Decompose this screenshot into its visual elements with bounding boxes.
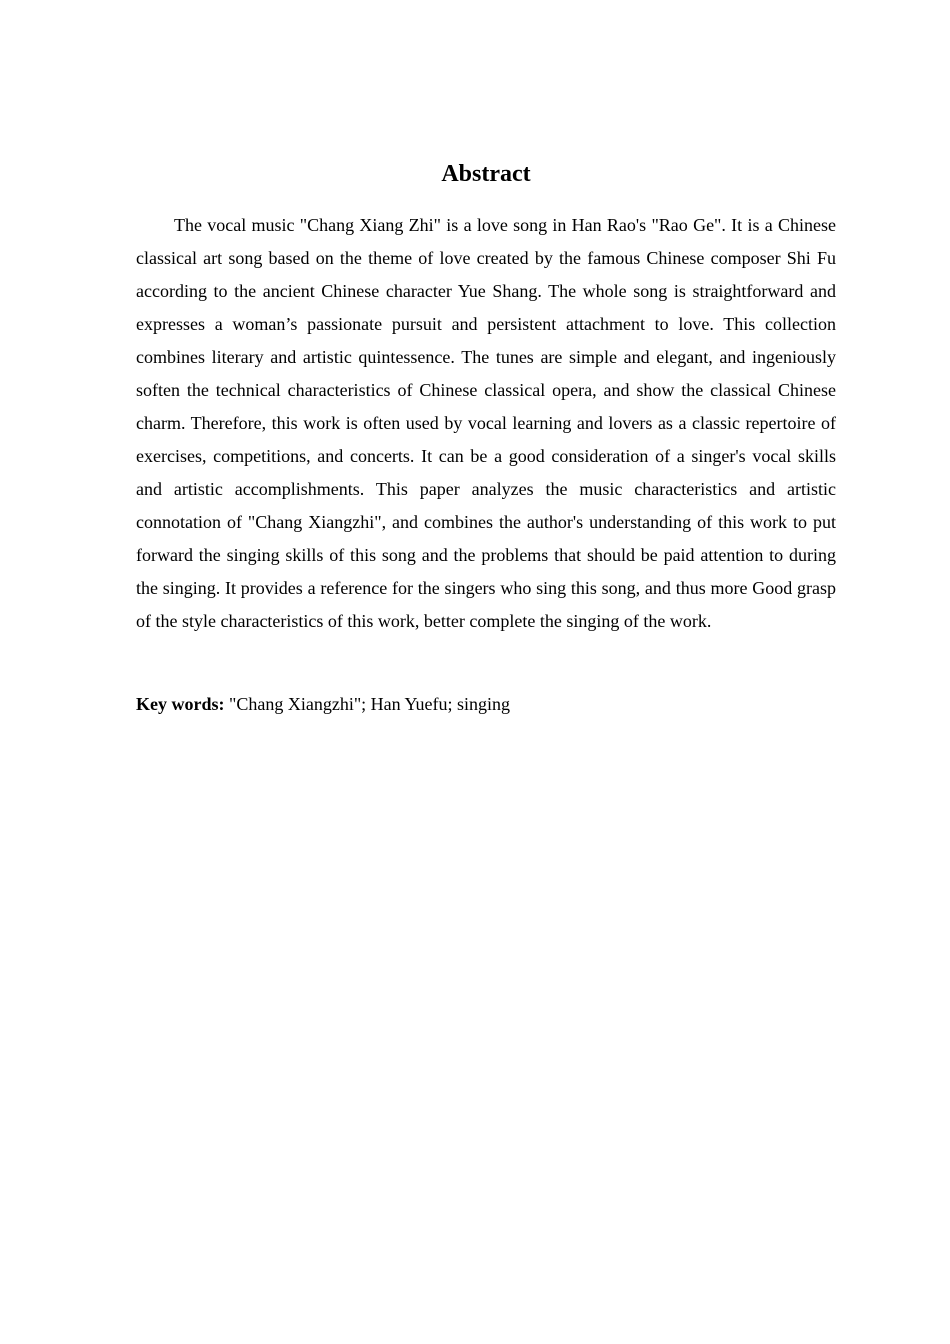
keywords-line xyxy=(136,688,836,721)
abstract-title: Abstract xyxy=(441,161,531,187)
keywords-label: Key words: xyxy=(136,694,225,714)
abstract-body: The vocal music "Chang Xiang Zhi" is a love song in Han Rao's "Rao Ge". It is a Chinese classical art song based on the theme of love created by the famous Chinese composer Shi Fu according to the ancient Chinese character Yue Shang. The whole song is straightforward and expresses a woman’s passionate pursuit and persistent attachment to love. This collection combines literary and artistic quintessence. The tunes are simple and elegant, and ingeniously soften the technical characteristics of Chinese classical opera, and show the classical Chinese charm. Therefore, this work is often used by vocal learning and lovers as a classic repertoire of exercises, competitions, and concerts. It can be a good consideration of a singer's vocal skills and artistic accomplishments. This paper analyzes the music characteristics and artistic connotation of "Chang Xiangzhi", and combines the author's understanding of this work to put forward the singing skills of this song and the problems that should be paid attention to during the singing. It provides a reference for the singers who sing this song, and thus more Good grasp of the style characteristics of this work, better complete the singing of the work. xyxy=(136,215,836,631)
keywords-value: "Chang Xiangzhi"; Han Yuefu; singing xyxy=(224,694,510,714)
